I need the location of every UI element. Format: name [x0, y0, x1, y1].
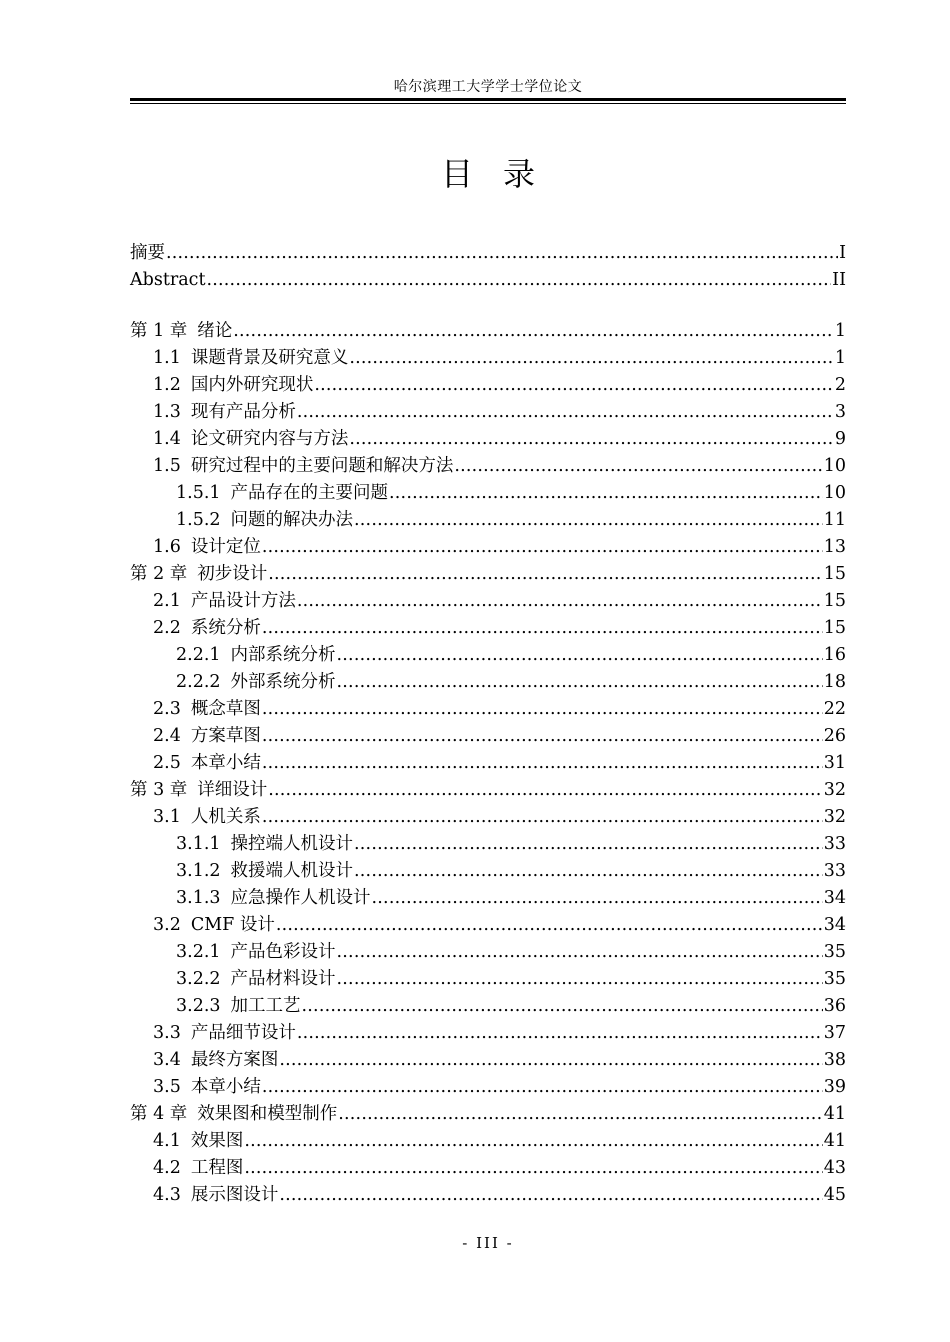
toc-entry-label: 概念草图: [190, 699, 261, 719]
toc-entry[interactable]: [130, 993, 846, 1020]
toc-entry-page: 3: [834, 402, 846, 422]
toc-entry-number: 3.2.2: [176, 969, 221, 989]
toc-entry-page: 32: [823, 780, 846, 800]
toc-entry[interactable]: [130, 588, 846, 615]
toc-entry-label: 最终方案图: [190, 1050, 279, 1070]
toc-entry-label: 现有产品分析: [190, 402, 296, 422]
header-rule-thick: [130, 98, 846, 101]
toc-entry-number: 4.3: [153, 1185, 181, 1205]
toc-entry-page: 35: [823, 942, 846, 962]
dot-leader: [262, 723, 823, 750]
toc-entry-page: 1: [834, 321, 846, 341]
toc-entry-number: 3.2: [153, 915, 181, 935]
toc-entry[interactable]: [130, 1182, 846, 1209]
toc-entry-page: 9: [834, 429, 846, 449]
toc-entry[interactable]: [130, 966, 846, 993]
toc-entry[interactable]: [130, 507, 846, 534]
dot-leader: [262, 1074, 823, 1101]
toc-entry-label: 方案草图: [190, 726, 261, 746]
toc-entry-label: 人机关系: [190, 807, 261, 827]
dot-leader: [337, 939, 823, 966]
dot-leader: [338, 1101, 822, 1128]
toc-entry-page: 41: [823, 1104, 846, 1124]
toc-entry[interactable]: [130, 858, 846, 885]
toc-entry-label: CMF 设计: [190, 915, 275, 935]
toc-entry[interactable]: [130, 777, 846, 804]
toc-entry-number: 1.5: [153, 456, 181, 476]
toc-entry-page: 2: [834, 375, 846, 395]
toc-entry[interactable]: [130, 615, 846, 642]
toc-entry-number: 1.6: [153, 537, 181, 557]
toc-entry[interactable]: [130, 240, 846, 267]
toc-entry-label: 课题背景及研究意义: [190, 348, 349, 368]
toc-entry-label: 操控端人机设计: [230, 834, 354, 854]
toc-entry[interactable]: [130, 1101, 846, 1128]
toc-entry-page: 15: [823, 591, 846, 611]
toc-entry-number: 1.3: [153, 402, 181, 422]
toc-entry[interactable]: [130, 669, 846, 696]
toc-entry[interactable]: [130, 453, 846, 480]
toc-entry-number: 2.2.2: [176, 672, 221, 692]
toc-entry[interactable]: [130, 750, 846, 777]
toc-entry-label: 展示图设计: [190, 1185, 279, 1205]
toc-entry[interactable]: [130, 480, 846, 507]
dot-leader: [244, 1128, 822, 1155]
dot-leader: [354, 507, 823, 534]
toc-entry-label: 设计定位: [190, 537, 261, 557]
toc-entry[interactable]: [130, 1074, 846, 1101]
toc-entry-label: 本章小结: [190, 753, 261, 773]
toc-entry-label: 研究过程中的主要问题和解决方法: [190, 456, 454, 476]
running-header: 哈尔滨理工大学学士学位论文: [393, 79, 583, 95]
dot-leader: [268, 777, 822, 804]
dot-leader: [279, 1182, 822, 1209]
toc-entry[interactable]: [130, 267, 846, 294]
dot-leader: [262, 696, 823, 723]
toc-entry-number: 第 3 章: [130, 780, 188, 800]
toc-entry-number: 2.2: [153, 618, 181, 638]
toc-entry-number: 1.5.2: [176, 510, 221, 530]
dot-leader: [337, 669, 823, 696]
toc-entry-label: 内部系统分析: [230, 645, 336, 665]
toc-entry[interactable]: [130, 1047, 846, 1074]
toc-entry[interactable]: [130, 534, 846, 561]
toc-entry-number: 2.1: [153, 591, 181, 611]
toc-entry-number: 2.4: [153, 726, 181, 746]
toc-entry-page: 35: [823, 969, 846, 989]
toc-entry-number: 4.2: [153, 1158, 181, 1178]
toc-title: 目录: [440, 155, 565, 193]
toc-entry-number: 第 4 章: [130, 1104, 188, 1124]
toc-entry[interactable]: [130, 426, 846, 453]
dot-leader: [262, 804, 823, 831]
toc-entry[interactable]: [130, 723, 846, 750]
toc-entry-page: II: [832, 270, 846, 290]
toc-entry-page: 22: [823, 699, 846, 719]
dot-leader: [337, 966, 823, 993]
toc-entry-label: 外部系统分析: [230, 672, 336, 692]
toc-entry[interactable]: [130, 912, 846, 939]
toc-entry-number: 1.1: [153, 348, 181, 368]
toc-entry-number: 3.4: [153, 1050, 181, 1070]
toc-entry-number: 3.1.3: [176, 888, 221, 908]
toc-entry-page: 10: [823, 456, 846, 476]
toc-entry-page: 10: [823, 483, 846, 503]
dot-leader: [276, 912, 823, 939]
toc-entry-page: 16: [823, 645, 846, 665]
dot-leader: [349, 345, 834, 372]
toc-entry[interactable]: [130, 831, 846, 858]
toc-entry-page: 26: [823, 726, 846, 746]
dot-leader: [297, 1020, 823, 1047]
header-rule-thin: [130, 103, 846, 104]
dot-leader: [389, 480, 823, 507]
table-of-contents: [130, 240, 846, 1209]
toc-entry-page: 36: [823, 996, 846, 1016]
toc-entry-number: 3.1: [153, 807, 181, 827]
toc-entry-page: I: [839, 243, 846, 263]
toc-entry-page: 43: [823, 1158, 846, 1178]
toc-entry-number: 1.2: [153, 375, 181, 395]
toc-entry-page: 41: [823, 1131, 846, 1151]
toc-entry-page: 1: [834, 348, 846, 368]
toc-entry-label: 本章小结: [190, 1077, 261, 1097]
toc-entry-page: 32: [823, 807, 846, 827]
toc-entry-label: 产品设计方法: [190, 591, 296, 611]
toc-entry-label: 救援端人机设计: [230, 861, 354, 881]
toc-entry-label: 问题的解决办法: [230, 510, 354, 530]
toc-entry[interactable]: [130, 696, 846, 723]
toc-entry[interactable]: [130, 399, 846, 426]
toc-entry-label: 工程图: [190, 1158, 244, 1178]
toc-entry-label: 产品材料设计: [230, 969, 336, 989]
dot-leader: [372, 885, 823, 912]
dot-leader: [337, 642, 823, 669]
toc-entry-number: 2.5: [153, 753, 181, 773]
toc-entry-label: 论文研究内容与方法: [190, 429, 349, 449]
toc-entry[interactable]: [130, 642, 846, 669]
toc-entry-page: 45: [823, 1185, 846, 1205]
toc-entry-label: 详细设计: [197, 780, 268, 800]
toc-entry-page: 33: [823, 861, 846, 881]
dot-leader: [454, 453, 822, 480]
toc-entry-label: 摘要: [130, 243, 165, 263]
toc-entry-label: 效果图: [190, 1131, 244, 1151]
toc-entry-page: 15: [823, 564, 846, 584]
toc-entry-number: 3.2.3: [176, 996, 221, 1016]
toc-entry-label: 加工工艺: [230, 996, 301, 1016]
toc-entry[interactable]: [130, 318, 846, 345]
toc-entry[interactable]: [130, 372, 846, 399]
toc-entry-page: 13: [823, 537, 846, 557]
toc-entry[interactable]: [130, 1155, 846, 1182]
dot-leader: [262, 615, 823, 642]
toc-entry-label: 绪论: [197, 321, 233, 341]
toc-entry-label: 效果图和模型制作: [197, 1104, 338, 1124]
toc-entry-label: 产品存在的主要问题: [230, 483, 389, 503]
dot-leader: [354, 858, 823, 885]
toc-entry-number: 2.2.1: [176, 645, 221, 665]
dot-leader: [297, 588, 823, 615]
dot-leader: [207, 267, 832, 294]
dot-leader: [262, 750, 823, 777]
toc-entry-label: Abstract: [130, 270, 206, 290]
toc-entry[interactable]: [130, 939, 846, 966]
toc-entry-label: 应急操作人机设计: [230, 888, 371, 908]
toc-entry-page: 15: [823, 618, 846, 638]
dot-leader: [233, 318, 834, 345]
dot-leader: [279, 1047, 822, 1074]
dot-leader: [268, 561, 822, 588]
toc-entry-number: 3.1.1: [176, 834, 221, 854]
toc-entry-number: 第 1 章: [130, 321, 188, 341]
toc-entry-number: 1.5.1: [176, 483, 221, 503]
toc-entry-page: 34: [823, 888, 846, 908]
toc-entry-label: 初步设计: [197, 564, 268, 584]
toc-entry-number: 3.2.1: [176, 942, 221, 962]
page-number: - III -: [462, 1234, 514, 1252]
toc-entry-page: 38: [823, 1050, 846, 1070]
toc-entry[interactable]: [130, 885, 846, 912]
toc-entry-label: 产品色彩设计: [230, 942, 336, 962]
toc-entry-page: 11: [823, 510, 846, 530]
toc-entry-number: 4.1: [153, 1131, 181, 1151]
toc-entry[interactable]: [130, 345, 846, 372]
dot-leader: [302, 993, 823, 1020]
toc-entry-page: 31: [823, 753, 846, 773]
toc-entry[interactable]: [130, 1020, 846, 1047]
toc-entry-number: 3.3: [153, 1023, 181, 1043]
toc-entry-number: 3.5: [153, 1077, 181, 1097]
dot-leader: [314, 372, 834, 399]
dot-leader: [244, 1155, 822, 1182]
toc-entry-label: 系统分析: [190, 618, 261, 638]
toc-entry-page: 34: [823, 915, 846, 935]
dot-leader: [166, 240, 838, 267]
toc-entry-number: 第 2 章: [130, 564, 188, 584]
dot-leader: [297, 399, 834, 426]
dot-leader: [349, 426, 834, 453]
toc-entry-number: 3.1.2: [176, 861, 221, 881]
toc-entry[interactable]: [130, 1128, 846, 1155]
toc-entry-page: 18: [823, 672, 846, 692]
dot-leader: [354, 831, 823, 858]
toc-entry-page: 37: [823, 1023, 846, 1043]
toc-entry-label: 国内外研究现状: [190, 375, 314, 395]
toc-entry-page: 39: [823, 1077, 846, 1097]
toc-entry-number: 1.4: [153, 429, 181, 449]
toc-entry-label: 产品细节设计: [190, 1023, 296, 1043]
toc-entry-page: 33: [823, 834, 846, 854]
dot-leader: [262, 534, 823, 561]
toc-entry[interactable]: [130, 804, 846, 831]
toc-entry-number: 2.3: [153, 699, 181, 719]
toc-entry[interactable]: [130, 561, 846, 588]
